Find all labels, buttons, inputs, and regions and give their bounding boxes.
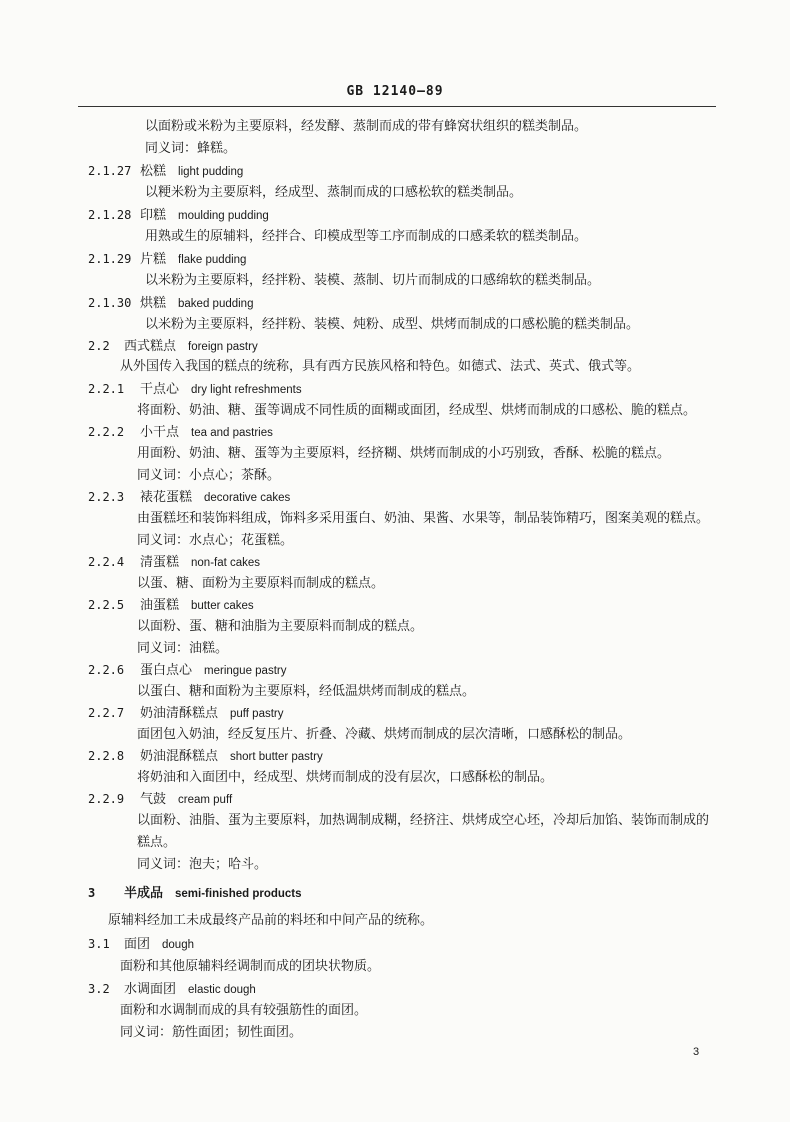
term-english: dough — [162, 939, 194, 951]
term-heading — [88, 337, 258, 356]
term-chinese: 松糕 — [140, 164, 167, 179]
term-chinese: 清蛋糕 — [140, 555, 180, 570]
definition-line: 糕点。 — [137, 835, 177, 850]
term-number: 2.2.3 — [88, 490, 125, 504]
term-number: 3.1 — [88, 937, 110, 951]
term-chinese: 蛋白点心 — [140, 663, 193, 678]
term-heading — [88, 250, 246, 269]
term-chinese: 印糕 — [140, 208, 167, 223]
term-english: moulding pudding — [178, 210, 269, 222]
term-heading — [88, 661, 286, 680]
term-chinese: 裱花蛋糕 — [140, 490, 193, 505]
term-chinese: 水调面团 — [124, 982, 177, 997]
definition-line: 以面粉或米粉为主要原料，经发酵、蒸制而成的带有蜂窝状组织的糕类制品。 — [145, 119, 588, 134]
term-chinese: 干点心 — [140, 382, 180, 397]
document-header: GB 12140—89 — [346, 84, 444, 99]
term-english: meringue pastry — [204, 665, 287, 677]
term-number: 2.1.28 — [88, 208, 132, 222]
term-heading — [88, 747, 323, 766]
definition-line: 以米粉为主要原料，经拌粉、装模、炖粉、成型、烘烤而制成的口感松脆的糕类制品。 — [145, 317, 640, 332]
definition-line: 从外国传入我国的糕点的统称，具有西方民族风格和特色。如德式、法式、英式、俄式等。 — [120, 359, 641, 374]
definition-line: 由蛋糕坯和装饰料组成，饰料多采用蛋白、奶油、果酱、水果等，制品装饰精巧，图案美观的糕点。 — [137, 511, 710, 526]
term-chinese: 面团 — [124, 937, 151, 952]
term-english: non-fat cakes — [191, 557, 261, 569]
definition-line: 用面粉、奶油、糖、蛋等为主要原料，经挤糊、烘烤而制成的小巧别致，香酥、松脆的糕点。 — [137, 446, 671, 461]
term-number: 2.2.8 — [88, 749, 125, 763]
definition-line: 以米粉为主要原料，经拌粉、装模、蒸制、切片而制成的口感绵软的糕类制品。 — [145, 273, 601, 288]
definition-line: 同义词：小点心；茶酥。 — [137, 468, 281, 483]
term-number: 2.2.5 — [88, 598, 125, 612]
term-heading — [88, 980, 256, 999]
term-english: butter cakes — [191, 600, 254, 612]
definition-line: 用熟或生的原辅料，经拌合、印模成型等工序而制成的口感柔软的糕类制品。 — [145, 229, 588, 244]
definition-line: 以蛋、糖、面粉为主要原料而制成的糕点。 — [137, 576, 385, 591]
term-heading — [88, 704, 284, 723]
term-heading — [88, 423, 273, 442]
term-english: foreign pastry — [188, 341, 258, 353]
term-number: 2.2.9 — [88, 792, 125, 806]
term-english: elastic dough — [188, 984, 256, 996]
term-number: 2.2.2 — [88, 425, 125, 439]
term-english: baked pudding — [178, 298, 254, 310]
term-heading — [88, 553, 260, 572]
definition-line: 将面粉、奶油、糖、蛋等调成不同性质的面糊或面团，经成型、烘烤而制成的口感松、脆的糕点。 — [137, 403, 697, 418]
term-heading — [88, 488, 290, 507]
section-heading — [88, 884, 302, 903]
term-number: 2.2.4 — [88, 555, 125, 569]
term-english: short butter pastry — [230, 751, 323, 763]
term-chinese: 奶油清酥糕点 — [140, 706, 219, 721]
term-heading — [88, 162, 243, 181]
term-english: cream puff — [178, 794, 233, 806]
definition-line: 面粉和其他原辅料经调制而成的团块状物质。 — [120, 959, 381, 974]
term-chinese: 西式糕点 — [124, 339, 177, 354]
term-number: 2.1.27 — [88, 164, 132, 178]
page-number: 3 — [693, 1046, 700, 1058]
term-number: 2.1.29 — [88, 252, 132, 266]
term-number: 2.2 — [88, 339, 110, 353]
term-heading — [88, 380, 302, 399]
term-english: semi-finished products — [175, 888, 302, 900]
definition-line: 同义词：泡夫；哈斗。 — [137, 857, 268, 872]
term-chinese: 片糕 — [140, 252, 167, 267]
term-number: 2.2.7 — [88, 706, 125, 720]
term-chinese: 气鼓 — [140, 792, 167, 807]
definition-line: 同义词：筋性面团；韧性面团。 — [120, 1025, 303, 1040]
term-english: puff pastry — [230, 708, 284, 720]
term-chinese: 烘糕 — [140, 296, 167, 311]
term-heading — [88, 935, 194, 954]
definition-line: 将奶油和入面团中，经成型、烘烤而制成的没有层次，口感酥松的制品。 — [137, 770, 554, 785]
definition-line: 以粳米粉为主要原料，经成型、蒸制而成的口感松软的糕类制品。 — [145, 185, 523, 200]
definition-line: 以面粉、蛋、糖和油脂为主要原料而制成的糕点。 — [137, 619, 424, 634]
term-chinese: 油蛋糕 — [140, 598, 180, 613]
term-number: 3.2 — [88, 982, 110, 996]
definition-line: 同义词：水点心；花蛋糕。 — [137, 533, 294, 548]
definition-line: 面粉和水调制而成的具有较强筋性的面团。 — [120, 1003, 368, 1018]
definition-line: 以面粉、油脂、蛋为主要原料，加热调制成糊，经挤注、烘烤成空心坯，冷却后加馅、装饰而制成的 — [137, 813, 710, 828]
term-english: light pudding — [178, 166, 244, 178]
term-number: 2.2.6 — [88, 663, 125, 677]
term-heading — [88, 596, 254, 615]
definition-line: 面团包入奶油，经反复压片、折叠、冷藏、烘烤而制成的层次清晰，口感酥松的制品。 — [137, 727, 632, 742]
term-chinese: 奶油混酥糕点 — [140, 749, 219, 764]
term-english: decorative cakes — [204, 492, 291, 504]
term-number: 3 — [88, 886, 96, 900]
term-heading — [88, 790, 232, 809]
definition-line: 原辅料经加工未成最终产品前的料坯和中间产品的统称。 — [108, 913, 434, 928]
definition-line: 以蛋白、糖和面粉为主要原料，经低温烘烤而制成的糕点。 — [137, 684, 476, 699]
term-english: flake pudding — [178, 254, 247, 266]
term-heading — [88, 294, 253, 313]
definition-line: 同义词：蜂糕。 — [145, 141, 237, 156]
term-english: dry light refreshments — [191, 384, 302, 396]
term-heading — [88, 206, 269, 225]
term-chinese: 半成品 — [124, 886, 164, 901]
term-number: 2.1.30 — [88, 296, 132, 310]
definition-line: 同义词：油糕。 — [137, 641, 229, 656]
term-number: 2.2.1 — [88, 382, 125, 396]
term-chinese: 小干点 — [140, 425, 180, 440]
header-rule — [78, 106, 716, 107]
document-body — [0, 118, 790, 1058]
term-english: tea and pastries — [191, 427, 273, 439]
